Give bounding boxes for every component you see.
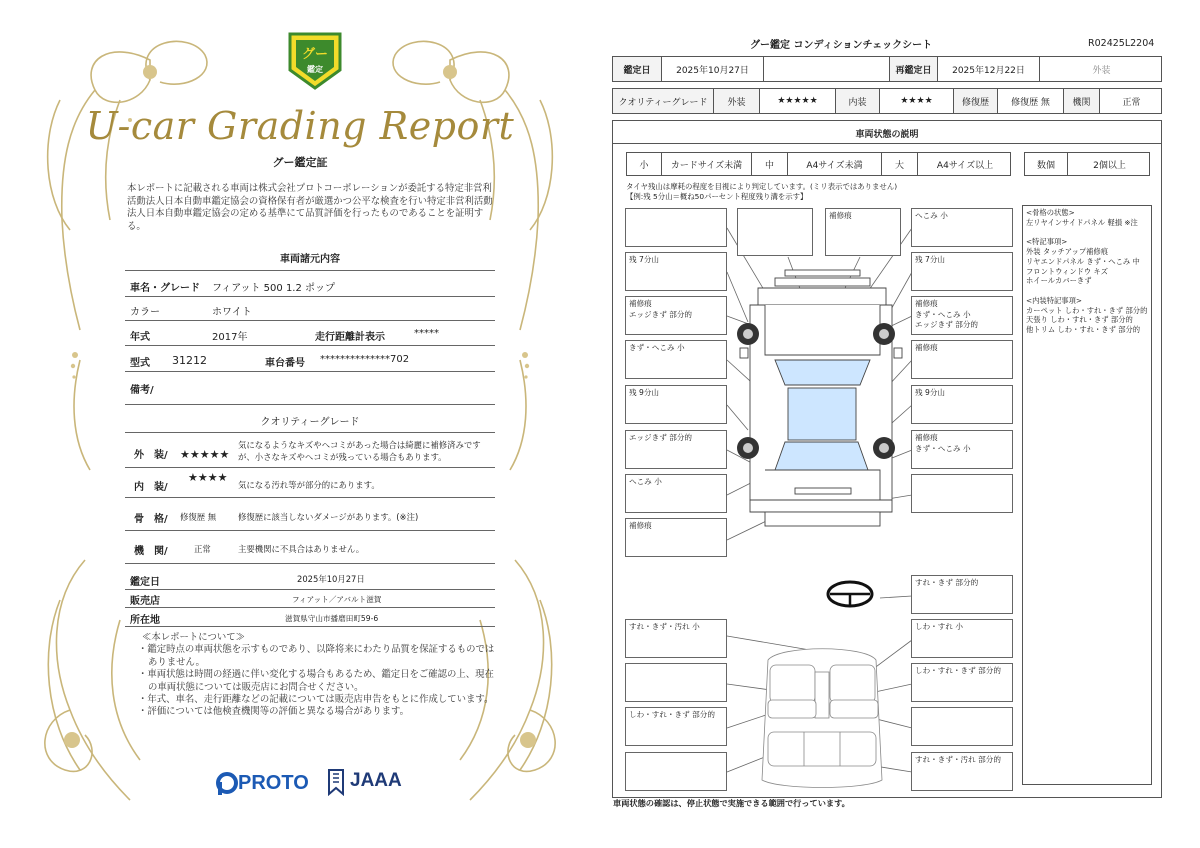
engine-value: 正常 (1099, 89, 1163, 113)
exterior-stars: ★★★★★ (180, 448, 230, 461)
condition-check-sheet (600, 0, 1200, 848)
repair-value: 修復歴 無 (997, 89, 1063, 113)
int-stars: ★★★★ (879, 89, 953, 113)
divider (125, 432, 495, 433)
remarks-label: 備考/ (130, 385, 154, 396)
car-interior-view (762, 649, 882, 788)
report-title: U-car Grading Report (85, 104, 515, 148)
grade-label: クオリティーグレード (613, 89, 713, 113)
svg-text:グー: グー (301, 47, 329, 62)
damage-box-exterior-left: 補修痕 (625, 518, 727, 557)
damage-box-interior-right: すれ・きず 部分的 (911, 575, 1013, 614)
engine-value: 正常 (194, 544, 211, 554)
size-large-desc: A4サイズ以上 (917, 153, 1012, 175)
divider (125, 296, 495, 297)
divider (125, 530, 495, 531)
location-label: 所在地 (130, 615, 160, 626)
special-title: <特記事項> (1026, 237, 1068, 247)
appraisal-date-value: 2025年10月27日 (661, 57, 763, 81)
exterior-label: 外 装/ (134, 450, 168, 461)
appraisal-date-value: 2025年10月27日 (297, 574, 365, 584)
damage-box-exterior-right: 残 7分山 (911, 252, 1013, 291)
mileage-value: ***** (414, 328, 439, 339)
notes-title: ≪本レポートについて≫ (142, 632, 245, 643)
special-item: 外装 タッチアップ補修痕 (1026, 247, 1109, 257)
count-desc: 2個以上 (1067, 153, 1151, 175)
view-label: 外装 (1039, 57, 1163, 81)
size-large: 大 (881, 153, 917, 175)
specs-section-title: 車両諸元内容 (280, 254, 340, 265)
damage-box-exterior-top (737, 208, 813, 256)
certificate-subtitle: グー鑑定証 (272, 156, 328, 169)
special-item: フロントウィンドウ キズ (1026, 266, 1109, 276)
damage-box-interior-left: すれ・きず・汚れ 小 (625, 619, 727, 658)
year-label: 年式 (130, 332, 150, 343)
frame-value: 修復歴 無 (180, 512, 217, 522)
interior-stars: ★★★★ (188, 471, 228, 484)
divider (125, 563, 495, 564)
divider (125, 589, 495, 590)
sheet-title: グー鑑定 コンディションチェックシート (750, 40, 933, 51)
car-name-label: 車名・グレード (130, 283, 200, 294)
jaaa-logo-icon (325, 768, 347, 796)
note-item: ・評価については他検査機関等の評価と異なる場合があります。 (138, 706, 409, 718)
special-item: ホイールカバーきず (1026, 276, 1092, 286)
divider (125, 467, 495, 468)
frame-remark: 左リヤインサイドパネル 軽損 ※注 (1026, 217, 1138, 227)
damage-box-exterior-left: へこみ 小 (625, 474, 727, 513)
damage-box-exterior-right: 補修痕 (911, 340, 1013, 379)
steering-wheel-icon (828, 582, 872, 606)
frame-title: <骨格の状態> (1026, 208, 1075, 217)
document-id: R02425L2204 (1088, 38, 1155, 49)
frame-desc: 修復歴に該当しないダメージがあります。(※注) (238, 512, 419, 522)
color-label: カラー (130, 307, 160, 318)
chassis-label: 車台番号 (265, 358, 305, 369)
damage-box-exterior-right (911, 474, 1013, 513)
ext-label: 外装 (713, 89, 759, 113)
count-label: 数個 (1036, 160, 1055, 171)
repair-label: 修復歴 (953, 89, 997, 113)
damage-box-exterior-right: 補修痕 きず・へこみ 小 エッジきず 部分的 (911, 296, 1013, 335)
damage-box-exterior-left: エッジきず 部分的 (625, 430, 727, 469)
model-value: 31212 (172, 354, 207, 367)
note-item: ・鑑定時点の車両状態を示すものであり、以降将来にわたり品質を保証するものではありません。 (138, 644, 495, 668)
note-item: ・車両状態は時間の経過に伴い変化する場合もあるため、鑑定日をご確認の上、現在の車両状態については販売店にお問合せください。 (138, 669, 494, 693)
size-mid: 中 (751, 153, 787, 175)
note-item: ・年式、車名、走行距離などの記載については販売店申告をもとに作成しています。 (138, 694, 494, 706)
engine-label: 機 関/ (134, 546, 168, 557)
damage-box-interior-right (911, 707, 1013, 746)
dealer-label: 販売店 (130, 596, 160, 607)
mileage-label: 走行距離計表示 (315, 332, 385, 343)
color-value: ホワイト (212, 307, 252, 318)
tire-note: タイヤ残山は摩耗の程度を目視により判定しています。(ミリ表示ではありません) (626, 182, 898, 191)
divider (125, 371, 495, 372)
appraisal-date-label: 鑑定日 (613, 57, 661, 81)
size-small-desc: カードサイズ未満 (661, 153, 751, 175)
dealer-value: フィアット／アバルト滋賀 (292, 595, 382, 604)
damage-box-exterior-right: へこみ 小 (911, 208, 1013, 247)
damage-box-interior-left: しわ・すれ・きず 部分的 (625, 707, 727, 746)
interior-item: 他トリム しわ・すれ・きず 部分的 (1026, 325, 1141, 335)
damage-box-interior-left (625, 663, 727, 702)
damage-box-interior-right: すれ・きず・汚れ 部分的 (911, 752, 1013, 791)
damage-box-interior-left (625, 752, 727, 791)
damage-box-exterior-left: きず・へこみ 小 (625, 340, 727, 379)
damage-box-interior-right: しわ・すれ 小 (911, 619, 1013, 658)
tire-note-example: 【例:残 5分山＝概ね50パーセント程度残り溝を示す】 (626, 192, 808, 201)
interior-item: 天張り しわ・すれ・きず 部分的 (1026, 315, 1133, 325)
damage-box-exterior-left (625, 208, 727, 247)
appraisal-date-label: 鑑定日 (130, 577, 160, 588)
quality-section-title: クオリティーグレード (260, 417, 360, 428)
goo-appraisal-badge-icon (286, 30, 344, 92)
car-top-view (740, 270, 902, 526)
engine-desc: 主要機関に不具合はありません。 (238, 544, 365, 554)
frame-label: 骨 格/ (134, 514, 168, 525)
special-item: リヤエンドパネル きず・へこみ 中 (1026, 256, 1140, 266)
ext-stars: ★★★★★ (759, 89, 835, 113)
int-label: 内装 (835, 89, 879, 113)
year-value: 2017年 (212, 332, 248, 343)
interior-label: 内 装/ (134, 482, 168, 493)
engine-label: 機関 (1063, 89, 1099, 113)
interior-item: カーペット しわ・すれ・きず 部分的 (1026, 305, 1148, 315)
location-value: 滋賀県守山市播磨田町59-6 (285, 614, 379, 623)
report-notes (138, 632, 498, 719)
size-small: 小 (639, 160, 649, 171)
jaaa-logo-text: JAAA (350, 770, 402, 791)
certificate-intro: 本レポートに記載される車両は株式会社プロトコーポレーションが委託する特定非営利活動法人日本自動車鑑定協会の資格保有者が厳選かつ公平な検査を行い特定非営利活動法人日本自動車鑑定協会の定める基準にて品質評価を行ったものであることを証明する。 (127, 183, 493, 232)
damage-box-exterior-left: 残 9分山 (625, 385, 727, 424)
svg-text:鑑定: 鑑定 (307, 65, 323, 74)
chassis-value: **************702 (320, 354, 410, 365)
model-label: 型式 (130, 358, 150, 369)
proto-logo-icon (216, 772, 238, 796)
reappraisal-value: 2025年12月22日 (937, 57, 1039, 81)
size-mid-desc: A4サイズ未満 (787, 153, 881, 175)
interior-desc: 気になる汚れ等が部分的にあります。 (238, 480, 380, 490)
car-name-value: フィアット 500 1.2 ポップ (212, 283, 336, 294)
divider (125, 497, 495, 498)
damage-box-exterior-left: 残 7分山 (625, 252, 727, 291)
divider (125, 345, 495, 346)
damage-box-exterior-top: 補修痕 (825, 208, 901, 256)
reappraisal-label: 再鑑定日 (889, 57, 937, 81)
divider (125, 626, 495, 627)
divider (125, 404, 495, 405)
damage-box-exterior-right: 残 9分山 (911, 385, 1013, 424)
damage-box-exterior-right: 補修痕 きず・へこみ 小 (911, 430, 1013, 469)
exterior-desc: 気になるようなキズやへコミがあった場合は綺麗に補修済みですが、小さなキズやへコミが残っている場合もあります。 (238, 440, 481, 462)
proto-logo-text: PROTO (238, 772, 309, 794)
sheet-footer-note: 車両状態の確認は、停止状態で実施できる範囲で行っています。 (613, 798, 850, 808)
desc-title: 車両状態の説明 (855, 130, 919, 140)
divider (125, 607, 495, 608)
divider (125, 270, 495, 271)
interior-title: <内装特記事項> (1026, 295, 1083, 305)
divider (125, 320, 495, 321)
damage-box-exterior-left: 補修痕 エッジきず 部分的 (625, 296, 727, 335)
damage-box-interior-right: しわ・すれ・きず 部分的 (911, 663, 1013, 702)
